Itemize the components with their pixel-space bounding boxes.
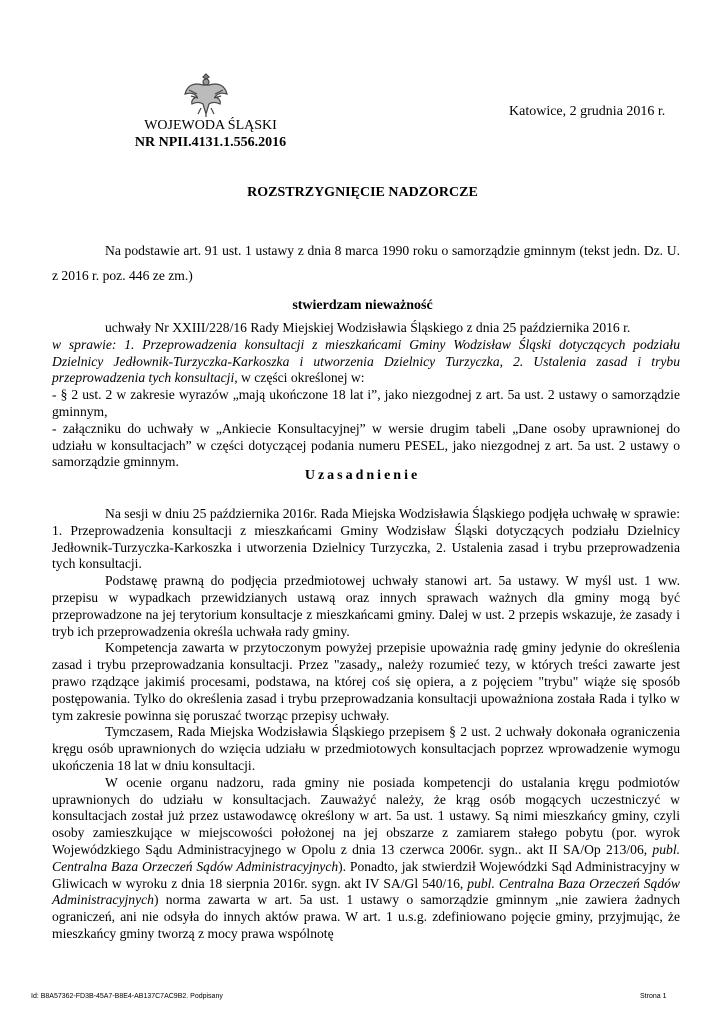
justification-paragraph-4: Tymczasem, Rada Miejska Wodzisławia Śląskiego przepisem § 2 ust. 2 uchwały dokonała ograniczenia kręgu osób uprawnionych do wzięcia udziału w przedmiotowych konsultacjach poprzez wprowadzenie wymogu ukończenia 18 lat w dniu konsultacji. (52, 724, 680, 773)
justification-paragraph-3: Kompetencja zawarta w przytoczonym powyżej przepisie upoważnia radę gminy jedynie do określenia zasad i trybu przeprowadzania konsultacji. Przez "zasady„ należy rozumieć tezy, w których treści zawarte jest prawo rządzące jakimiś procesami, podstawa, na której coś się opiera, a z pojęciem "trybu" wiąże się sposób postępowania. Tylko do określenia zasad i trybu przeprowadzania konsultacji upoważniona została Rada i tylko w tym zakresie powinna się poruszać tworząc przepisy uchwały. (52, 640, 680, 723)
p5-part-c: ) norma zawarta w art. 5a ust. 1 ustawy o samorządzie gminnym „nie zawiera żadnych ograniczeń, ani nie odsyła do innych aktów prawa. W art. 1 u.s.g. zdefiniowano pojęcie gminy, przyjmując, że mieszkańcy gminy tworzą z mocy prawa wspólnotę (52, 892, 680, 941)
p5-part-b: ). Ponadto, jak stwierdził Wojewódzki Sąd Administracyjny w Gliwicach w wyroku z dnia 18 sierpnia 2016r. sygn. akt IV SA/Gl 540/16, (52, 858, 680, 891)
justification-heading: Uzasadnienie (304, 468, 421, 483)
decision-subject-tail: w części określonej w: (237, 370, 365, 386)
decision-item-2: - załączniku do uchwały w „Ankiecie Konsultacyjnej” w wersie drugim tabeli „Dane osoby uprawnionej do udziału w konsultacjach” w części dotyczącej podania numeru PESEL, jako niezgodnej z art. 5a ust. 2 ustawy o samorządzie gminnym. (52, 420, 680, 470)
justification-paragraph-1: Na sesji w dniu 25 października 2016r. Rada Miejska Wodzisławia Śląskiego podjęła uchwałę w sprawie: 1. Przeprowadzenia konsultacji z mieszkańcami Gminy Wodzisław Śląski dotyczących podziału Dzielnicy Jedłownik-Turzyczka-Karkoszka i utworzenia Dzielnicy Turzyczka, 2. Ustalenia zasad i trybu przeprowadzenia tych konsultacji. (52, 506, 680, 572)
footer-page-number: Strona 1 (640, 993, 667, 1000)
justification-block (52, 506, 680, 943)
document-date: Katowice, 2 grudnia 2016 r. (509, 104, 666, 119)
issuer-name: WOJEWODA ŚLĄSKI (144, 118, 277, 133)
footer-document-id: Id: B8A57362-FD3B-45A7-B8E4-AB137C7AC9B2. Podpisany (31, 993, 223, 1000)
p5-citation-1: publ. Centralna Baza Orzeczeń Sądów Administracyjnych (52, 841, 680, 874)
legal-basis-paragraph: Na podstawie art. 91 ust. 1 ustawy z dnia 8 marca 1990 roku o samorządzie gminnym (tekst jedn. Dz. U. z 2016 r. poz. 446 ze zm.) (52, 243, 680, 283)
document-title: ROZSTRZYGNIĘCIE NADZORCZE (247, 185, 478, 200)
decision-subject-italic: w sprawie: 1. Przeprowadzenia konsultacji z mieszkańcami Gminy Wodzisław Śląski dotyczących podziału Dzielnicy Jedłownik-Turzyczka-Karkoszka i utworzenia Dzielnicy Turzyczka, 2. Ustalenia zasad i trybu przeprowadzenia tych konsultacji, (52, 336, 680, 386)
justification-paragraph-5 (52, 775, 680, 943)
document-number: NR NPII.4131.1.556.2016 (134, 135, 287, 150)
decision-item-1: - § 2 ust. 2 w zakresie wyrazów „mają ukończone 18 lat i”, jako niezgodnej z art. 5a ust. 2 ustawy o samorządzie gminnym, (52, 387, 680, 419)
p5-part-a: W ocenie organu nadzoru, rada gminy nie posiada kompetencji do ustalania kręgu podmiotów uprawnionych do udziału w konsultacjach. Zauważyć należy, że krąg osób mogących uczestniczyć w konsultacjach został już przez ustawodawcę określony w art. 5a ust. 1 ustawy. Są nimi mieszkańcy gminy, czyli osoby zamieszkujące w miejscowości położonej na jej obszarze z zamiarem stałego pobytu (por. wyrok Wojewódzkiego Sądu Administracyjnego w Opolu z dnia 13 czerwca 2006r. sygn.. akt II SA/Op 213/06, (52, 774, 680, 857)
justification-paragraph-2: Podstawę prawną do podjęcia przedmiotowej uchwały stanowi art. 5a ustawy. W myśl ust. 1 ww. przepisu w wypadkach przewidzianych ustawą oraz innych sprawach ważnych dla gminy mogą być przeprowadzone na jej terytorium konsultacje z mieszkańcami gminy. Dalej w ust. 2 przepis wskazuje, że zasady i tryb ich przeprowadzenia określa uchwała rady gminy. (52, 573, 680, 639)
p5-citation-2: publ. Centralna Baza Orzeczeń Sądów Administracyjnych (52, 875, 680, 908)
finding-heading: stwierdzam nieważność (292, 298, 433, 313)
decision-subject (52, 337, 680, 386)
polish-eagle-emblem-icon (183, 70, 229, 118)
issuer-block (128, 117, 293, 151)
decision-intro: uchwały Nr XXIII/228/16 Rady Miejskiej Wodzisławia Śląskiego z dnia 25 października 2016 r. (105, 320, 631, 335)
decision-block (52, 320, 680, 471)
